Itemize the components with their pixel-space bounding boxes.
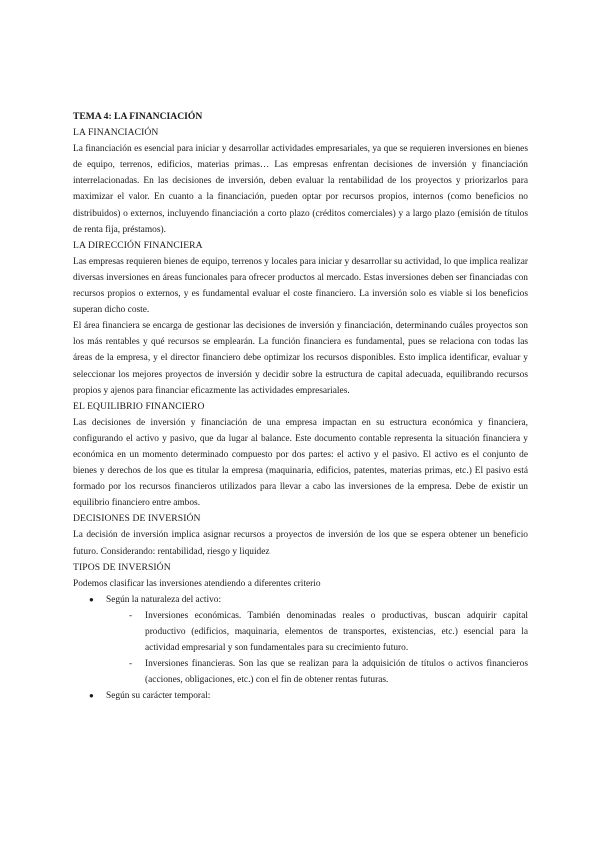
section-heading-tipos-inversion: TIPOS DE INVERSIÓN (73, 561, 171, 573)
list-item (73, 688, 528, 704)
list-item (106, 608, 528, 656)
section-heading-equilibrio-financiero: EL EQUILIBRIO FINANCIERO (73, 400, 205, 412)
paragraph: Podemos clasificar las inversiones atendiendo a diferentes criterio (73, 578, 321, 589)
paragraph: La decisión de inversión implica asignar recursos a proyectos de inversión de los que se espera obtener un beneficio futuro. Considerando: rentabilidad, riesgo y liquidez (73, 530, 528, 557)
bullet-icon: ● (89, 594, 94, 604)
dash-icon: - (129, 659, 133, 670)
document-title: TEMA 4: LA FINANCIACIÓN (73, 111, 203, 122)
bullet-list (73, 592, 528, 705)
bullet-label: Según la naturaleza del activo: (106, 594, 222, 605)
section-heading-financiacion: LA FINANCIACIÓN (73, 127, 159, 139)
paragraph: Las empresas requieren bienes de equipo, terrenos y locales para iniciar y desarrollar su actividad, lo que implica realizar diversas inversiones en áreas funcionales para ofrecer productos al mercado. Estas inversiones deben ser financiadas con recursos propios o externos, y es fundamental evaluar el coste financiero. La inversión solo es viable si los beneficios superan dicho coste. (73, 256, 528, 316)
list-item (73, 592, 528, 689)
dash-icon: - (129, 610, 133, 621)
paragraph: La financiación es esencial para iniciar y desarrollar actividades empresariales, ya que se requieren inversiones en bienes de equipo, terrenos, edificios, materias primas… Las empresas enfrentan decisiones de inversión y financiación interrelacionadas. En las decisiones de inversión, deben evaluar la rentabilidad de los proyectos y priorizarlos para maximizar el valor. En cuanto a la financiación, pueden optar por recursos propios, internos (como beneficios no distribuidos) o externos, incluyendo financiación a corto plazo (créditos comerciales) y a largo plazo (emisión de títulos de renta fija, préstamos). (73, 144, 528, 235)
sub-list (106, 608, 528, 688)
bullet-label: Según su carácter temporal: (106, 691, 211, 702)
document-body (73, 109, 528, 704)
sub-item-text: Inversiones financieras. Son las que se realizan para la adquisición de títulos o activos financieros (acciones, obligaciones, etc.) con el fin de obtener rentas futuras. (145, 659, 528, 686)
list-item (106, 656, 528, 688)
section-heading-direccion-financiera: LA DIRECCIÓN FINANCIERA (73, 239, 203, 251)
bullet-icon: ● (89, 691, 94, 701)
paragraph: Las decisiones de inversión y financiación de una empresa impactan en su estructura económica y financiera, configurando el activo y pasivo, que da lugar al balance. Este documento contable representa la situación financiera y económica en un momento determinado compuesto por dos partes: el activo y el pasivo. El activo es el conjunto de bienes y derechos de los que es titular la empresa (maquinaria, edificios, patentes, materias primas, etc.) El pasivo está formado por los recursos financieros utilizados para llevar a cabo las inversiones de la empresa. Debe de existir un equilibrio financiero entre ambos. (73, 417, 528, 509)
sub-item-text: Inversiones económicas. También denominadas reales o productivas, buscan adquirir capital productivo (edificios, maquinaria, elementos de transportes, existencias, etc.) esencial para la actividad empresarial y son fundamentales para su crecimiento futuro. (145, 610, 528, 654)
section-heading-decisiones-inversion: DECISIONES DE INVERSIÓN (73, 513, 201, 525)
paragraph: El área financiera se encarga de gestionar las decisiones de inversión y financiación, determinando cuáles proyectos son los más rentables y qué recursos se emplearán. La función financiera es fundamental, pues se relaciona con todas las áreas de la empresa, y el director financiero debe optimizar los recursos disponibles. Esto implica identificar, evaluar y seleccionar los mejores proyectos de inversión y decidir sobre la estructura de capital adecuada, equilibrando recursos propios y ajenos para financiar eficazmente las actividades empresariales. (73, 321, 528, 396)
